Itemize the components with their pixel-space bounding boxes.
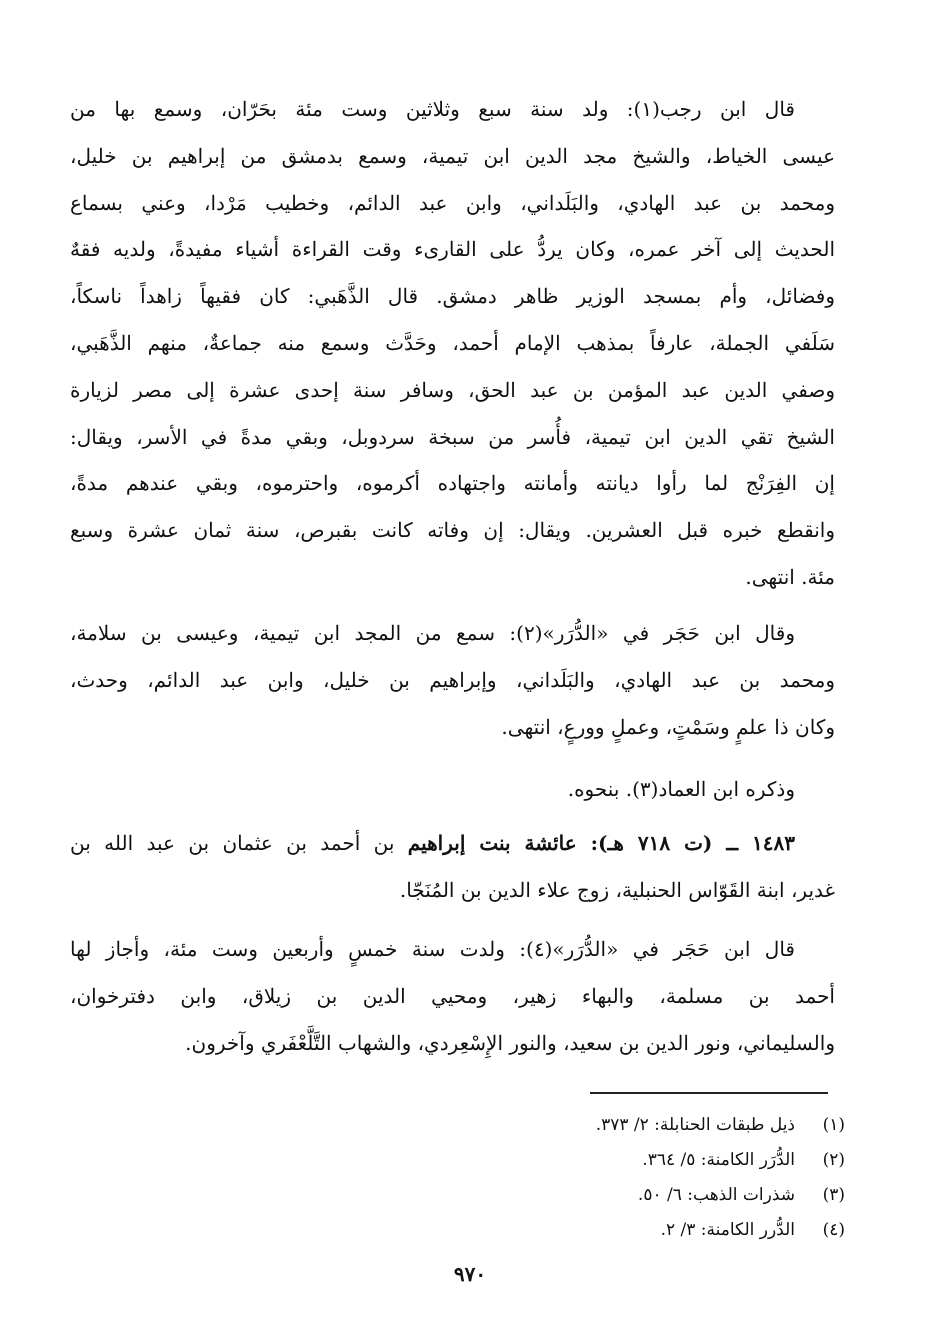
paragraph-ibn-al-imad	[70, 766, 835, 813]
footnote-text: الدُّرر الكامنة: ٣/ ٢.	[660, 1220, 795, 1240]
footnote-number: (٤)	[822, 1220, 845, 1240]
entry-heading-rest: بن أحمد بن عثمان بن عبد الله بن	[70, 831, 395, 855]
text-line: ومحمد بن عبد الهادي، والبَلَداني، وإبراهيم بن خليل، وابن عبد الدائم، وحدث،	[70, 667, 835, 692]
footnote-text: ذيل طبقات الحنابلة: ٢/ ٣٧٣.	[595, 1115, 795, 1135]
text-line: عيسى الخياط، والشيخ مجد الدين ابن تيمية، وسمع بدمشق من إبراهيم بن خليل،	[70, 143, 835, 168]
footnote-item	[450, 1143, 845, 1178]
text-line: وقال ابن حَجَر في «الدُّرَر»(٢): سمع من المجد ابن تيمية، وعيسى بن سلامة،	[70, 621, 795, 645]
footnote-text: شذرات الذهب: ٦/ ٥٠.	[637, 1185, 795, 1205]
entry-heading-line	[70, 820, 835, 867]
text-line: وفضائل، وأم بمسجد الوزير ظاهر دمشق. قال الذَّهَبي: كان فقيهاً زاهداً ناسكاً،	[70, 284, 835, 309]
text-line: الشيخ تقي الدين ابن تيمية، فأُسر من سبخة سردوبل، وبقي مدةً في الأسر، ويقال:	[70, 424, 835, 449]
text-line: إن الفِرَنْج لما رأوا ديانته وأمانته واجتهاده أكرموه، واحترموه، وبقي عندهم مدةً،	[70, 471, 835, 496]
text-line: مئة. انتهى.	[745, 564, 835, 589]
text-line: قال ابن رجب(١): ولد سنة سبع وثلاثين وست مئة بحَرّان، وسمع بها من	[70, 97, 795, 121]
page-number: ٩٧٠	[453, 1262, 487, 1286]
paragraph-ibn-hajar-2	[70, 926, 835, 1066]
footnote-number: (٣)	[822, 1185, 845, 1205]
text-line: الحديث إلى آخر عمره، وكان يردُّ على القارىء وقت القراءة أشياء مفيدةً، ولديه فقهٌ	[70, 237, 835, 262]
text-line: وكان ذا علمٍ وسَمْتٍ، وعملٍ وورعٍ، انتهى.	[501, 714, 835, 739]
footnote-text: الدُّرَر الكامنة: ٥/ ٣٦٤.	[642, 1150, 795, 1170]
footnote-item	[450, 1213, 845, 1248]
footnote-number: (٢)	[822, 1150, 845, 1170]
text-line: غدير، ابنة القَوّاس الحنبلية، زوج علاء الدين بن المُنَجّا.	[399, 877, 835, 902]
text-line: وذكره ابن العماد(٣). بنحوه.	[567, 777, 795, 801]
text-line: سَلَفي الجملة، عارفاً بمذهب الإمام أحمد، وحَدَّث وسمع منه جماعةٌ، منهم الذَّهَبي،	[70, 330, 835, 355]
footnote-number: (١)	[822, 1115, 845, 1135]
footnote-item	[450, 1108, 845, 1143]
text-line: أحمد بن مسلمة، والبهاء زهير، ومحيي الدين بن زيلاق، وابن دفترخوان،	[70, 983, 835, 1008]
text-line: قال ابن حَجَر في «الدُّرَر»(٤): ولدت سنة خمسٍ وأربعين وست مئة، وأجاز لها	[70, 937, 795, 961]
text-line: ومحمد بن عبد الهادي، والبَلَداني، وابن عبد الدائم، وخطيب مَرْدا، وعني بسماع	[70, 190, 835, 215]
footnote-divider	[590, 1092, 828, 1094]
paragraph-ibn-hajar-1	[70, 610, 835, 750]
entry-heading: ١٤٨٣ ــ (ت ٧١٨ هـ): عائشة بنت إبراهيم	[407, 831, 795, 855]
footnotes	[450, 1108, 845, 1248]
footnote-item	[450, 1178, 845, 1213]
text-line: والسليماني، ونور الدين بن سعيد، والنور الإِسْعِردي، والشهاب التَّلَّعْفَري وآخرون.	[185, 1030, 835, 1055]
text-line: وصفي الدين عبد المؤمن بن عبد الحق، وسافر سنة إحدى عشرة إلى مصر لزيارة	[70, 377, 835, 402]
paragraph-ibn-rajab	[70, 86, 835, 601]
text-line: وانقطع خبره قبل العشرين. ويقال: إن وفاته كانت بقبرص، سنة ثمان عشرة وسبع	[70, 518, 835, 543]
entry-1483-aisha	[70, 820, 835, 914]
